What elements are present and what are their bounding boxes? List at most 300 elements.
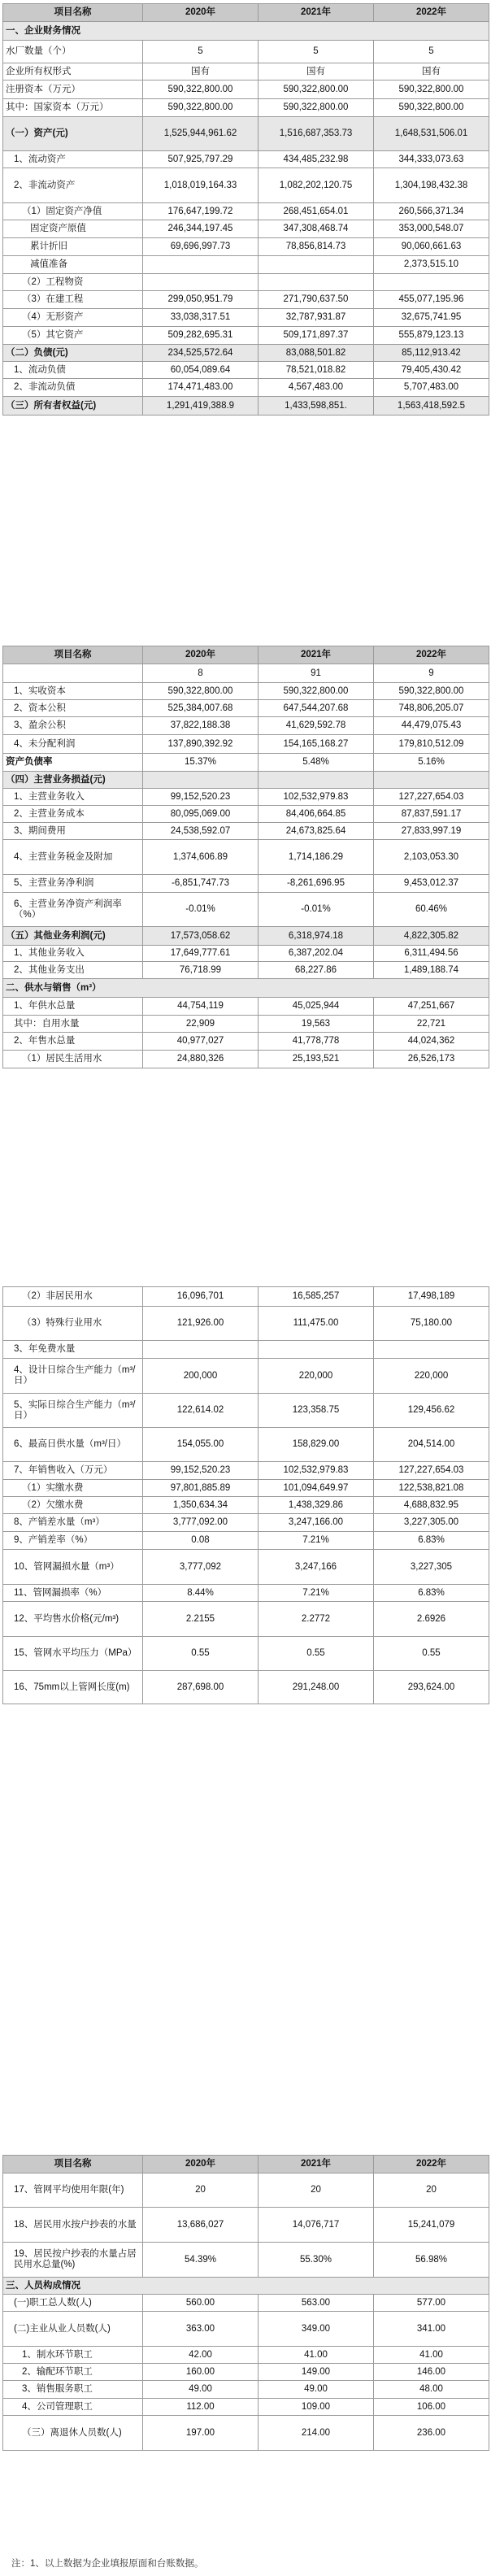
- value-cell: 146.00: [374, 2364, 489, 2381]
- value-cell: 149.00: [259, 2364, 374, 2381]
- value-cell: 54.39%: [143, 2243, 259, 2278]
- value-cell: 0.55: [374, 1637, 489, 1671]
- value-cell: 590,322,800.00: [374, 99, 489, 117]
- value-cell: 560.00: [143, 2295, 259, 2312]
- row-label: （3）特殊行业用水: [3, 1307, 143, 1341]
- header-cell: 2022年: [374, 2156, 489, 2174]
- value-cell: 1,291,419,388.9: [143, 397, 259, 416]
- table-row: [3, 2416, 489, 2451]
- value-cell: 42.00: [143, 2347, 259, 2364]
- value-cell: 60.46%: [374, 893, 489, 927]
- value-cell: 220,000: [259, 1359, 374, 1394]
- row-label: 其中：自用水量: [3, 1016, 143, 1033]
- row-label: (一)职工总人数(人): [3, 2295, 143, 2312]
- footnote: 注：1、以上数据为企业填报原面和台账数据。: [11, 2559, 204, 2569]
- table-row: [3, 220, 489, 238]
- value-cell: 1,516,687,353.73: [259, 117, 374, 151]
- value-cell: [374, 772, 489, 789]
- row-label: 1、实收资本: [3, 683, 143, 700]
- table-row: [3, 664, 489, 683]
- value-cell: 4,567,483.00: [259, 379, 374, 397]
- header-cell: 2022年: [374, 646, 489, 664]
- table-row: [3, 893, 489, 927]
- value-cell: -0.01%: [143, 893, 259, 927]
- row-label: 累计折旧: [3, 238, 143, 256]
- value-cell: 32,787,931.87: [259, 309, 374, 327]
- table-row: [3, 823, 489, 840]
- data-table: [2, 646, 489, 1068]
- value-cell: 16,096,701: [143, 1287, 259, 1307]
- value-cell: 0.55: [143, 1637, 259, 1671]
- table-row: [3, 309, 489, 327]
- value-cell: 129,456.62: [374, 1394, 489, 1428]
- value-cell: 国有: [374, 63, 489, 80]
- row-label: 11、管网漏损率（%）: [3, 1585, 143, 1602]
- value-cell: 15.37%: [143, 754, 259, 772]
- header-cell: 2020年: [143, 646, 259, 664]
- value-cell: [259, 772, 374, 789]
- value-cell: 33,038,317.51: [143, 309, 259, 327]
- row-label: （1）居民生活用水: [3, 1051, 143, 1068]
- value-cell: -6,851,747.73: [143, 875, 259, 893]
- value-cell: 49.00: [143, 2381, 259, 2399]
- value-cell: 9: [374, 664, 489, 683]
- value-cell: 590,322,800.00: [259, 99, 374, 117]
- value-cell: 26,526,173: [374, 1051, 489, 1068]
- value-cell: 17,498,189: [374, 1287, 489, 1307]
- row-label: 12、平均售水价格(元/m³): [3, 1602, 143, 1637]
- value-cell: 3,777,092.00: [143, 1514, 259, 1532]
- row-label: （二）负债(元): [3, 345, 143, 362]
- row-label: 固定资产原值: [3, 220, 143, 238]
- value-cell: 8.44%: [143, 1585, 259, 1602]
- table-row: [3, 700, 489, 717]
- value-cell: [259, 274, 374, 291]
- value-cell: 5.16%: [374, 754, 489, 772]
- table-row: [3, 946, 489, 962]
- value-cell: 24,673,825.64: [259, 823, 374, 840]
- row-label: 3、盈余公积: [3, 717, 143, 735]
- row-label: 注册资本（万元）: [3, 80, 143, 99]
- value-cell: 122,614.02: [143, 1394, 259, 1428]
- value-cell: 236.00: [374, 2416, 489, 2451]
- value-cell: 75,180.00: [374, 1307, 489, 1341]
- row-label: 3、期间费用: [3, 823, 143, 840]
- row-label: （4）无形资产: [3, 309, 143, 327]
- header-cell: 项目名称: [3, 646, 143, 664]
- header-cell: 2021年: [259, 4, 374, 22]
- table-row: [3, 2347, 489, 2364]
- row-label: （2）欠缴水费: [3, 1497, 143, 1514]
- value-cell: 0.55: [259, 1637, 374, 1671]
- value-cell: 1,082,202,120.75: [259, 168, 374, 203]
- value-cell: 6,387,202.04: [259, 946, 374, 962]
- value-cell: 160.00: [143, 2364, 259, 2381]
- row-label: （1）实缴水费: [3, 1480, 143, 1497]
- value-cell: 5: [374, 41, 489, 63]
- value-cell: 174,471,483.00: [143, 379, 259, 397]
- value-cell: 1,714,186.29: [259, 840, 374, 875]
- value-cell: 4,822,305.82: [374, 927, 489, 946]
- value-cell: 13,686,027: [143, 2208, 259, 2243]
- table-row: [3, 683, 489, 700]
- table-row: [3, 1307, 489, 1341]
- table-row: [3, 1051, 489, 1068]
- finance-table-part-2: [2, 646, 489, 1068]
- value-cell: 90,060,661.63: [374, 238, 489, 256]
- value-cell: 1,433,598,851.: [259, 397, 374, 416]
- value-cell: 590,322,800.00: [374, 80, 489, 99]
- value-cell: 509,282,695.31: [143, 327, 259, 345]
- value-cell: 349.00: [259, 2312, 374, 2347]
- table-row: [3, 117, 489, 151]
- value-cell: 246,344,197.45: [143, 220, 259, 238]
- row-label: 3、年免费水量: [3, 1341, 143, 1359]
- value-cell: 7.21%: [259, 1585, 374, 1602]
- table-row: [3, 2399, 489, 2416]
- value-cell: 99,152,520.23: [143, 1462, 259, 1480]
- table-row: [3, 2312, 489, 2347]
- water-supply-table-part-3: [2, 1286, 489, 1704]
- value-cell: 555,879,123.13: [374, 327, 489, 345]
- value-cell: 1,438,329.86: [259, 1497, 374, 1514]
- value-cell: 49.00: [259, 2381, 374, 2399]
- value-cell: 国有: [259, 63, 374, 80]
- value-cell: 137,890,392.92: [143, 735, 259, 754]
- value-cell: 647,544,207.68: [259, 700, 374, 717]
- table-row: [3, 80, 489, 99]
- value-cell: 80,095,069.00: [143, 806, 259, 823]
- value-cell: 154,165,168.27: [259, 735, 374, 754]
- value-cell: 20: [259, 2174, 374, 2208]
- table-row: [3, 274, 489, 291]
- value-cell: 60,054,089.64: [143, 362, 259, 379]
- row-label: 企业所有权形式: [3, 63, 143, 80]
- value-cell: 748,806,205.07: [374, 700, 489, 717]
- value-cell: 37,822,188.38: [143, 717, 259, 735]
- table-row: [3, 1341, 489, 1359]
- row-label: （一）资产(元): [3, 117, 143, 151]
- table-row: [3, 345, 489, 362]
- value-cell: 5: [259, 41, 374, 63]
- value-cell: 344,333,073.63: [374, 151, 489, 168]
- value-cell: 68,227.86: [259, 962, 374, 979]
- row-label: 二、供水与销售（m³）: [3, 979, 489, 998]
- value-cell: 17,573,058.62: [143, 927, 259, 946]
- value-cell: 44,479,075.43: [374, 717, 489, 735]
- row-label: 水厂数量（个）: [3, 41, 143, 63]
- value-cell: 6,318,974.18: [259, 927, 374, 946]
- value-cell: 78,856,814.73: [259, 238, 374, 256]
- value-cell: 507,925,797.29: [143, 151, 259, 168]
- value-cell: 154,055.00: [143, 1428, 259, 1462]
- row-label: 8、产销差水量（m³）: [3, 1514, 143, 1532]
- table-row: [3, 1359, 489, 1394]
- value-cell: 1,374,606.89: [143, 840, 259, 875]
- value-cell: 99,152,520.23: [143, 789, 259, 806]
- value-cell: 19,563: [259, 1016, 374, 1033]
- value-cell: 40,977,027: [143, 1033, 259, 1051]
- value-cell: 24,538,592.07: [143, 823, 259, 840]
- value-cell: 363.00: [143, 2312, 259, 2347]
- value-cell: 353,000,548.07: [374, 220, 489, 238]
- value-cell: 2,373,515.10: [374, 256, 489, 274]
- value-cell: 45,025,944: [259, 998, 374, 1016]
- table-row: [3, 379, 489, 397]
- value-cell: 3,227,305: [374, 1550, 489, 1585]
- value-cell: 32,675,741.95: [374, 309, 489, 327]
- row-label: 2、输配环节职工: [3, 2364, 143, 2381]
- value-cell: [143, 772, 259, 789]
- table-row: [3, 151, 489, 168]
- value-cell: 55.30%: [259, 2243, 374, 2278]
- value-cell: 7.21%: [259, 1532, 374, 1550]
- value-cell: 106.00: [374, 2399, 489, 2416]
- table-row: [3, 1033, 489, 1051]
- table-row: [3, 41, 489, 63]
- value-cell: 121,926.00: [143, 1307, 259, 1341]
- data-table: [2, 1286, 489, 1704]
- value-cell: 41.00: [374, 2347, 489, 2364]
- row-label: （2）工程物资: [3, 274, 143, 291]
- value-cell: 1,018,019,164.33: [143, 168, 259, 203]
- value-cell: 9,453,012.37: [374, 875, 489, 893]
- table-row: [3, 962, 489, 979]
- header-cell: 2021年: [259, 2156, 374, 2174]
- value-cell: -0.01%: [259, 893, 374, 927]
- row-label: 2、非流动负债: [3, 379, 143, 397]
- table-row: [3, 1671, 489, 1704]
- value-cell: 509,171,897.37: [259, 327, 374, 345]
- table-row: [3, 362, 489, 379]
- value-cell: 590,322,800.00: [143, 99, 259, 117]
- value-cell: 5: [143, 41, 259, 63]
- value-cell: 200,000: [143, 1359, 259, 1394]
- table-row: [3, 998, 489, 1016]
- table-header-row: [3, 4, 489, 22]
- table-row: [3, 1428, 489, 1462]
- table-row: [3, 99, 489, 117]
- value-cell: 44,024,362: [374, 1033, 489, 1051]
- value-cell: 590,322,800.00: [259, 80, 374, 99]
- value-cell: 2,103,053.30: [374, 840, 489, 875]
- row-label: 1、年供水总量: [3, 998, 143, 1016]
- value-cell: 15,241,079: [374, 2208, 489, 2243]
- table-row: [3, 2208, 489, 2243]
- row-label: （三）离退休人员数(人): [3, 2416, 143, 2451]
- table-row: [3, 256, 489, 274]
- value-cell: [259, 1341, 374, 1359]
- header-cell: 2020年: [143, 4, 259, 22]
- value-cell: 2.2155: [143, 1602, 259, 1637]
- value-cell: 20: [143, 2174, 259, 2208]
- row-label: 减值准备: [3, 256, 143, 274]
- value-cell: 101,094,649.97: [259, 1480, 374, 1497]
- value-cell: 83,088,501.82: [259, 345, 374, 362]
- value-cell: 1,563,418,592.5: [374, 397, 489, 416]
- table-row: [3, 203, 489, 220]
- value-cell: 525,384,007.68: [143, 700, 259, 717]
- value-cell: 76,718.99: [143, 962, 259, 979]
- value-cell: 6.83%: [374, 1585, 489, 1602]
- row-label: 4、设计日综合生产能力（m³/日）: [3, 1359, 143, 1394]
- row-label: 资产负债率: [3, 754, 143, 772]
- value-cell: 22,909: [143, 1016, 259, 1033]
- value-cell: 299,050,951.79: [143, 291, 259, 309]
- value-cell: [374, 274, 489, 291]
- value-cell: 590,322,800.00: [143, 80, 259, 99]
- row-label: 15、管网水平均压力（MPa）: [3, 1637, 143, 1671]
- row-label: 7、年销售收入（万元）: [3, 1462, 143, 1480]
- value-cell: 5.48%: [259, 754, 374, 772]
- table-row: [3, 2364, 489, 2381]
- row-label: 9、产销差率（%）: [3, 1532, 143, 1550]
- row-label: 一、企业财务情况: [3, 22, 489, 41]
- table-row: [3, 168, 489, 203]
- row-label: 其中：国家资本（万元）: [3, 99, 143, 117]
- table-row: [3, 1514, 489, 1532]
- value-cell: 1,304,198,432.38: [374, 168, 489, 203]
- row-label: 2、非流动资产: [3, 168, 143, 203]
- row-label: 18、居民用水按户抄表的水量: [3, 2208, 143, 2243]
- header-cell: 项目名称: [3, 4, 143, 22]
- row-label: 1、流动负债: [3, 362, 143, 379]
- value-cell: 84,406,664.85: [259, 806, 374, 823]
- value-cell: 87,837,591.17: [374, 806, 489, 823]
- header-cell: 2021年: [259, 646, 374, 664]
- value-cell: 国有: [143, 63, 259, 80]
- value-cell: 109.00: [259, 2399, 374, 2416]
- table-header-row: [3, 2156, 489, 2174]
- table-row: [3, 2381, 489, 2399]
- value-cell: 3,777,092: [143, 1550, 259, 1585]
- row-label: 1、制水环节职工: [3, 2347, 143, 2364]
- value-cell: 69,696,997.73: [143, 238, 259, 256]
- value-cell: 41,778,778: [259, 1033, 374, 1051]
- table-row: [3, 2278, 489, 2295]
- table-header-row: [3, 646, 489, 664]
- value-cell: 78,521,018.82: [259, 362, 374, 379]
- value-cell: 1,525,944,961.62: [143, 117, 259, 151]
- value-cell: 41.00: [259, 2347, 374, 2364]
- value-cell: 22,721: [374, 1016, 489, 1033]
- value-cell: 112.00: [143, 2399, 259, 2416]
- table-row: [3, 1016, 489, 1033]
- table-row: [3, 927, 489, 946]
- table-row: [3, 735, 489, 754]
- row-label: 2、资本公积: [3, 700, 143, 717]
- row-label: (二)主业从业人员数(人): [3, 2312, 143, 2347]
- row-label: （1）固定资产净值: [3, 203, 143, 220]
- value-cell: 41,629,592.78: [259, 717, 374, 735]
- value-cell: 590,322,800.00: [143, 683, 259, 700]
- value-cell: 291,248.00: [259, 1671, 374, 1704]
- value-cell: 8: [143, 664, 259, 683]
- value-cell: 214.00: [259, 2416, 374, 2451]
- value-cell: 4,688,832.95: [374, 1497, 489, 1514]
- row-label: 10、管网漏损水量（m³）: [3, 1550, 143, 1585]
- value-cell: 111,475.00: [259, 1307, 374, 1341]
- value-cell: 20: [374, 2174, 489, 2208]
- value-cell: 0.08: [143, 1532, 259, 1550]
- table-row: [3, 1287, 489, 1307]
- row-label: 4、主营业务税金及附加: [3, 840, 143, 875]
- header-cell: 2022年: [374, 4, 489, 22]
- value-cell: 79,405,430.42: [374, 362, 489, 379]
- row-label: 三、人员构成情况: [3, 2278, 489, 2295]
- row-label: 4、公司管理职工: [3, 2399, 143, 2416]
- table-row: [3, 1637, 489, 1671]
- value-cell: 127,227,654.03: [374, 1462, 489, 1480]
- table-row: [3, 717, 489, 735]
- value-cell: 3,227,305.00: [374, 1514, 489, 1532]
- value-cell: 122,538,821.08: [374, 1480, 489, 1497]
- value-cell: 347,308,468.74: [259, 220, 374, 238]
- value-cell: 590,322,800.00: [374, 683, 489, 700]
- table-row: [3, 754, 489, 772]
- data-table: [2, 2155, 489, 2451]
- table-row: [3, 1585, 489, 1602]
- value-cell: 85,112,913.42: [374, 345, 489, 362]
- row-label: [3, 664, 143, 683]
- value-cell: 47,251,667: [374, 998, 489, 1016]
- table-row: [3, 1497, 489, 1514]
- value-cell: 1,648,531,506.01: [374, 117, 489, 151]
- value-cell: [143, 1341, 259, 1359]
- value-cell: 434,485,232.98: [259, 151, 374, 168]
- value-cell: 268,451,654.01: [259, 203, 374, 220]
- value-cell: 287,698.00: [143, 1671, 259, 1704]
- value-cell: 1,350,634.34: [143, 1497, 259, 1514]
- data-table: [2, 3, 489, 416]
- row-label: 1、流动资产: [3, 151, 143, 168]
- value-cell: 6,311,494.56: [374, 946, 489, 962]
- value-cell: [259, 256, 374, 274]
- row-label: 19、居民按户抄表的水量占居民用水总量(%): [3, 2243, 143, 2278]
- value-cell: 293,624.00: [374, 1671, 489, 1704]
- row-label: 17、管网平均使用年限(年): [3, 2174, 143, 2208]
- header-cell: 项目名称: [3, 2156, 143, 2174]
- table-row: [3, 979, 489, 998]
- row-label: 1、其他业务收入: [3, 946, 143, 962]
- row-label: 6、主营业务净资产利润率（%）: [3, 893, 143, 927]
- row-label: （三）所有者权益(元): [3, 397, 143, 416]
- table-row: [3, 291, 489, 309]
- table-row: [3, 789, 489, 806]
- value-cell: 271,790,637.50: [259, 291, 374, 309]
- table-row: [3, 63, 489, 80]
- row-label: 3、销售服务职工: [3, 2381, 143, 2399]
- value-cell: 16,585,257: [259, 1287, 374, 1307]
- value-cell: 127,227,654.03: [374, 789, 489, 806]
- value-cell: 102,532,979.83: [259, 1462, 374, 1480]
- value-cell: [143, 274, 259, 291]
- row-label: 5、实际日综合生产能力（m³/日）: [3, 1394, 143, 1428]
- table-row: [3, 327, 489, 345]
- table-row: [3, 238, 489, 256]
- row-label: （五）其他业务利润(元): [3, 927, 143, 946]
- table-row: [3, 806, 489, 823]
- value-cell: 102,532,979.83: [259, 789, 374, 806]
- row-label: 4、未分配利润: [3, 735, 143, 754]
- table-row: [3, 1480, 489, 1497]
- value-cell: 24,880,326: [143, 1051, 259, 1068]
- value-cell: 1,489,188.74: [374, 962, 489, 979]
- value-cell: -8,261,696.95: [259, 875, 374, 893]
- value-cell: 97,801,885.89: [143, 1480, 259, 1497]
- value-cell: 2.2772: [259, 1602, 374, 1637]
- row-label: 1、主营业务收入: [3, 789, 143, 806]
